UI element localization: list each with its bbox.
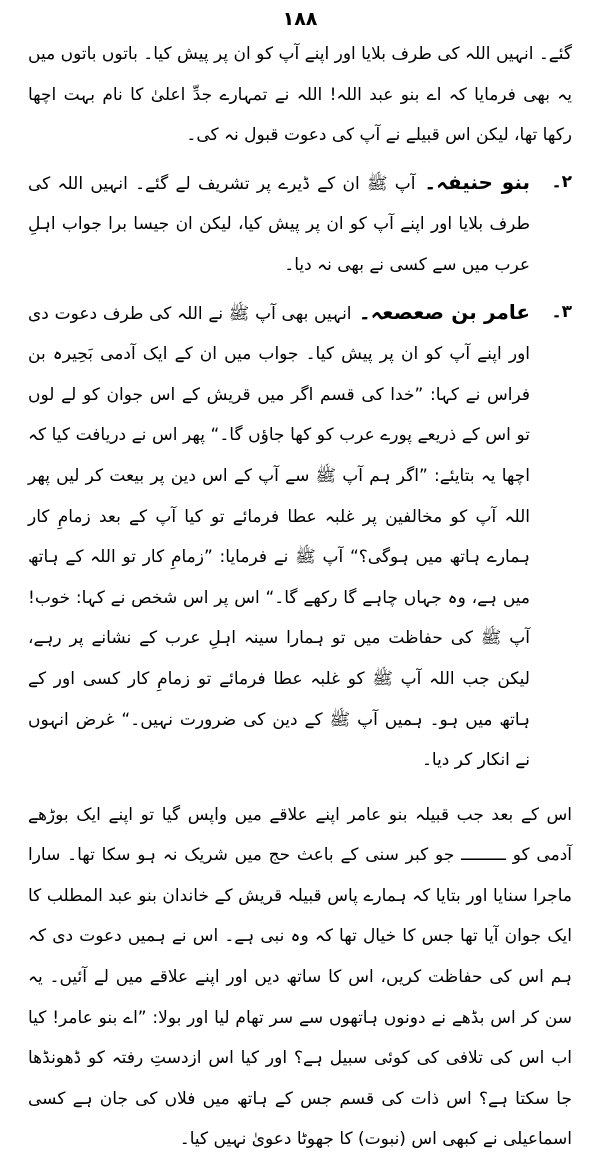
item-title: عامر بن صعصعہ۔ xyxy=(358,299,530,324)
list-item xyxy=(28,162,572,286)
item-number: ۳۔ xyxy=(551,301,572,322)
item-title: بنو حنیفہ۔ xyxy=(424,169,531,194)
item-number: ۲۔ xyxy=(551,171,572,192)
closing-paragraph: اس کے بعد جب قبیلہ بنو عامر اپنے علاقے میں واپس گیا تو اپنے ایک بوڑھے آدمی کو ـــــــــ جو کبر سنی کے باعث حج میں شریک نہ ہو سکا تھا۔ سارا ماجرا سنایا اور بتایا کہ ہمارے پاس قبیلہ قریش کے خاندان بنو عبد المطلب کا ایک جوان آیا تھا جس کا خیال تھا کہ وہ نبی ہے۔ اس نے ہمیں دعوت دی کہ ہم اس کی حفاظت کریں، اس کا ساتھ دیں اور اپنے علاقے میں لے آئیں۔ یہ سن کر اس بڈھے نے دونوں ہاتھوں سے سر تھام لیا اور بولا: ”اے بنو عامر! کیا اب اس کی تلافی کی کوئی سبیل ہے؟ اور کیا اس ازدستِ رفتہ کو ڈھونڈھا جا سکتا ہے؟ اس ذات کی قسم جس کے ہاتھ میں فلاں کی جان ہے کسی اسماعیلی نے کبھی اس (نبوت) کا جھوٹا دعویٰ نہیں کیا۔ xyxy=(28,804,572,1150)
item-text: انہیں بھی آپ ﷺ نے اللہ کی طرف دعوت دی اور اپنے آپ کو ان پر پیش کیا۔ جواب میں ان کے ایک آدمی بَحِیرہ بن فراس نے کہا: ”خدا کی قسم اگر میں قریش کے اس جوان کو لے لوں تو اس کے ذریعے پورے عرب کو کھا جاؤں گا۔“ پھر اس نے دریافت کیا کہ اچھا یہ بتایئے: ”اگر ہم آپ ﷺ سے آپ کے اس دین پر بیعت کر لیں پھر اللہ آپ کو مخالفین پر غلبہ عطا فرمائے تو کیا آپ کے بعد زمامِ کار ہمارے ہاتھ میں ہوگی؟“ آپ ﷺ نے فرمایا: ”زمامِ کار تو اللہ کے ہاتھ میں ہے، وہ جہاں چاہے گا رکھے گا۔“ اس پر اس شخص نے کہا: خوب! آپ ﷺ کی حفاظت میں تو ہمارا سینہ اہلِ عرب کے نشانے پر رہے، لیکن جب اللہ آپ ﷺ کو غلبہ عطا فرمائے تو زمامِ کار کسی اور کے ہاتھ میں ہو۔ ہمیں آپ ﷺ کے دین کی ضرورت نہیں۔“ غرض انہوں نے انکار کر دیا۔ xyxy=(28,303,530,771)
list-item xyxy=(28,292,572,781)
item-body xyxy=(28,292,530,781)
item-body xyxy=(28,162,530,286)
opening-paragraph: گئے۔ انہیں اللہ کی طرف بلایا اور اپنے آپ کو ان پر پیش کیا۔ باتوں باتوں میں یہ بھی فرمایا کہ اے بنو عبد اللہ! اللہ نے تمہارے جدِّ اعلیٰ کا نام بہت اچھا رکھا تھا، لیکن اس قبیلے نے آپ کی دعوت قبول نہ کی۔ xyxy=(28,44,572,146)
item-text: آپ ﷺ ان کے ڈیرے پر تشریف لے گئے۔ انہیں اللہ کی طرف بلایا اور اپنے آپ کو ان پر پیش کیا، لیکن ان جیسا برا جواب اہلِ عرب میں سے کسی نے بھی نہ دیا۔ xyxy=(28,173,530,275)
page-number: ۱۸۸ xyxy=(282,8,318,30)
